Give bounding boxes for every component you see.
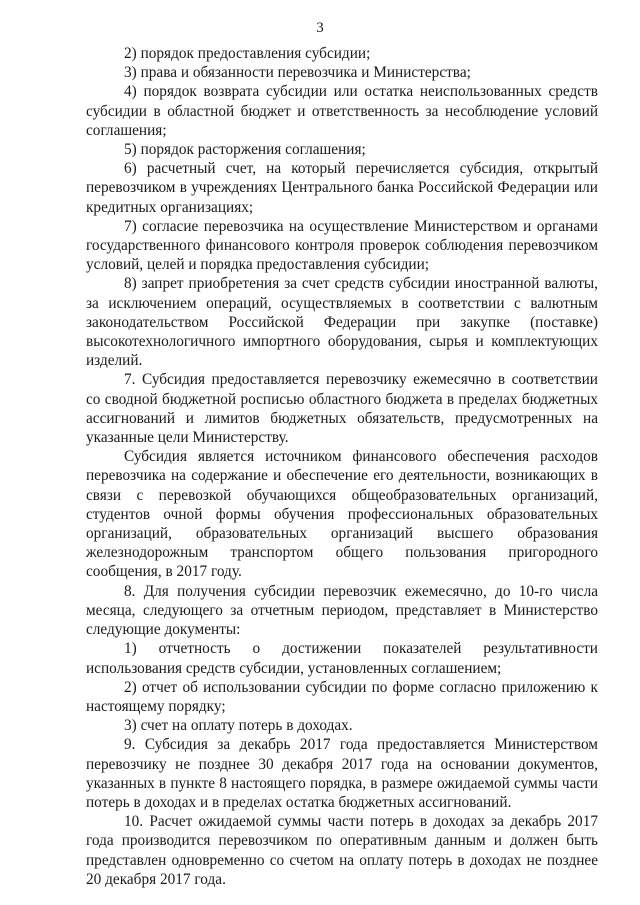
- paragraph-item-7: 7) согласие перевозчика на осуществление Министерством и органами государственного финансового контроля проверок соблюдения перевозчиком условий, целей и порядка предоставления субсидии;: [86, 217, 598, 274]
- paragraph-item-6: 6) расчетный счет, на который перечисляется субсидия, открытый перевозчиком в учреждениях Центрального банка Российской Федерации или кредитных организациях;: [86, 160, 598, 216]
- paragraph-item-4: 4) порядок возврата субсидии или остатка неиспользованных средств субсидии в областной бюджет и ответственность за несоблюдение условий соглашения;: [86, 83, 598, 139]
- page-number: 3: [316, 20, 324, 36]
- paragraph-clause-10: 10. Расчет ожидаемой суммы части потерь в доходах за декабрь 2017 года производится перевозчиком по оперативным данным и должен быть представлен одновременно со счетом на оплату потерь в доходах не позднее 20 декабря 2017 года.: [86, 813, 598, 888]
- paragraph-item-8: 8) запрет приобретения за счет средств субсидии иностранной валюты, за исключением операций, осуществляемых в соответствии с валютным законодательством Российской Федерации при закупке (поставке) высокотехнологичного импортного оборудования, сырья и комплектующих изделий.: [86, 275, 598, 370]
- paragraph-clause-9: 9. Субсидия за декабрь 2017 года предоставляется Министерством перевозчику не позднее 30 декабря 2017 года на основании документов, указанных в пункте 8 настоящего порядка, в размере ожидаемой суммы части потерь в доходах и в пределах остатка бюджетных ассигнований.: [86, 736, 598, 811]
- paragraph-subsidy-source: Субсидия является источником финансового обеспечения расходов перевозчика на содержание и обеспечение его деятельности, возникающих в связи с перевозкой обучающихся общеобразовательных организаций, студентов очной формы обучения профессиональных образовательных организаций, образовательных организаций высшего образования железнодорожным транспортом общего пользования пригородного сообщения, в 2017 году.: [86, 448, 598, 581]
- paragraph-clause-7: 7. Субсидия предоставляется перевозчику ежемесячно в соответствии со сводной бюджетной росписью областного бюджета в пределах бюджетных ассигнований и лимитов бюджетных обязательств, предусмотренных на указанные цели Министерству.: [86, 371, 598, 447]
- paragraph-doc-3: 3) счет на оплату потерь в доходах.: [124, 717, 353, 735]
- paragraph-item-2: 2) порядок предоставления субсидии;: [124, 45, 371, 62]
- paragraph-doc-2: 2) отчет об использовании субсидии по форме согласно приложению к настоящему порядку;: [86, 678, 598, 715]
- paragraph-item-3: 3) права и обязанности перевозчика и Министерства;: [124, 64, 471, 82]
- paragraph-doc-1: 1) отчетность о достижении показателей результативности использования средств субсидии, установленных соглашением;: [86, 640, 598, 677]
- document-body: [86, 44, 598, 889]
- paragraph-clause-8: 8. Для получения субсидии перевозчик ежемесячно, до 10-го числа месяца, следующего за отчетным периодом, представляет в Министерство следующие документы:: [86, 582, 598, 639]
- paragraph-item-5: 5) порядок расторжения соглашения;: [124, 141, 366, 159]
